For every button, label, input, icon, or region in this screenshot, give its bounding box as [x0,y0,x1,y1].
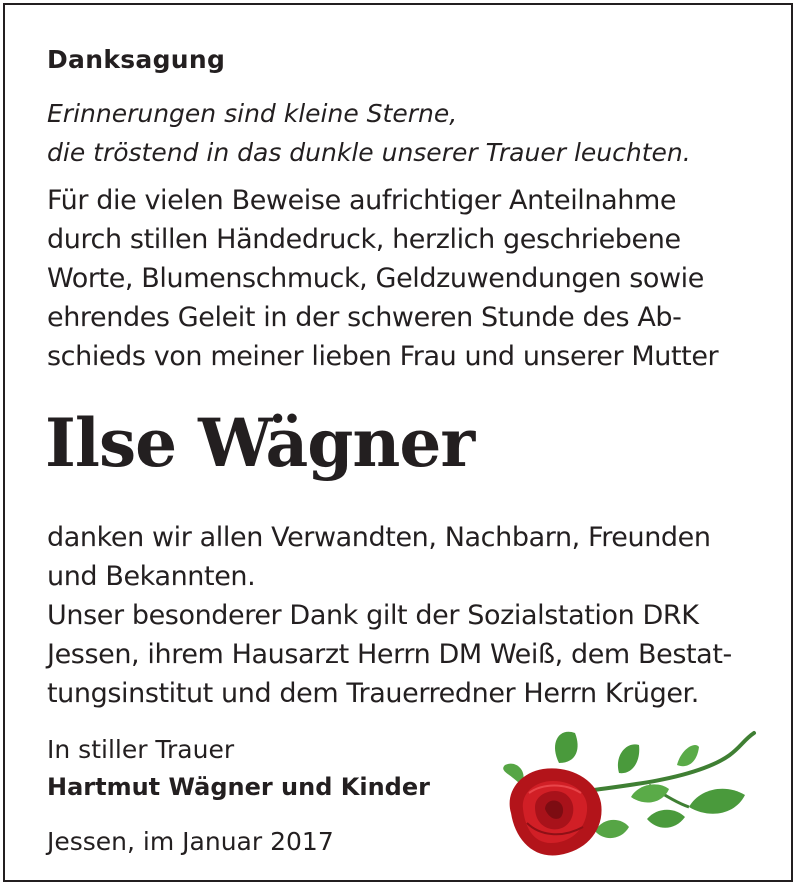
motto-quote [47,94,691,172]
leaf [555,732,578,763]
leaf [689,789,745,814]
thanks-line: und Bekannten. [47,561,256,592]
red-rose-icon [499,723,761,863]
thanks-line: Jessen, ihrem Hausarzt Herrn DM Weiß, dem Bestat- [47,639,732,670]
leaf [677,745,699,766]
thanks-paragraph [47,518,732,713]
deceased-name: Ilse Wägner [45,404,475,482]
leaf [647,810,685,828]
motto-line: die tröstend in das dunkle unserer Trauer leuchten. [47,138,691,167]
leaf [595,820,629,838]
thanks-line: tungsinstitut und dem Trauerredner Herrn Krüger. [47,678,699,709]
mourning-phrase: In stiller Trauer [47,735,235,764]
rose-bloom [510,768,602,855]
thanks-line: Unser besonderer Dank gilt der Sozialstation DRK [47,600,699,631]
intro-line: Für die vielen Beweise aufrichtiger Anteilnahme [47,185,677,216]
intro-line: Worte, Blumenschmuck, Geldzuwendungen sowie [47,263,704,294]
intro-line: durch stillen Händedruck, herzlich geschriebene [47,224,681,255]
family-signature: Hartmut Wägner und Kinder [47,773,430,801]
motto-line: Erinnerungen sind kleine Sterne, [47,99,458,128]
leaf [631,784,669,802]
intro-paragraph [47,181,718,376]
thanks-line: danken wir allen Verwandten, Nachbarn, Freunden [47,522,711,553]
intro-line: schieds von meiner lieben Frau und unserer Mutter [47,341,719,372]
rose-stem [587,733,754,791]
obituary-notice [3,3,793,882]
place-date: Jessen, im Januar 2017 [47,827,334,856]
notice-heading: Danksagung [47,45,226,74]
intro-line: ehrendes Geleit in der schweren Stunde des Ab- [47,302,682,333]
leaf [618,744,639,773]
